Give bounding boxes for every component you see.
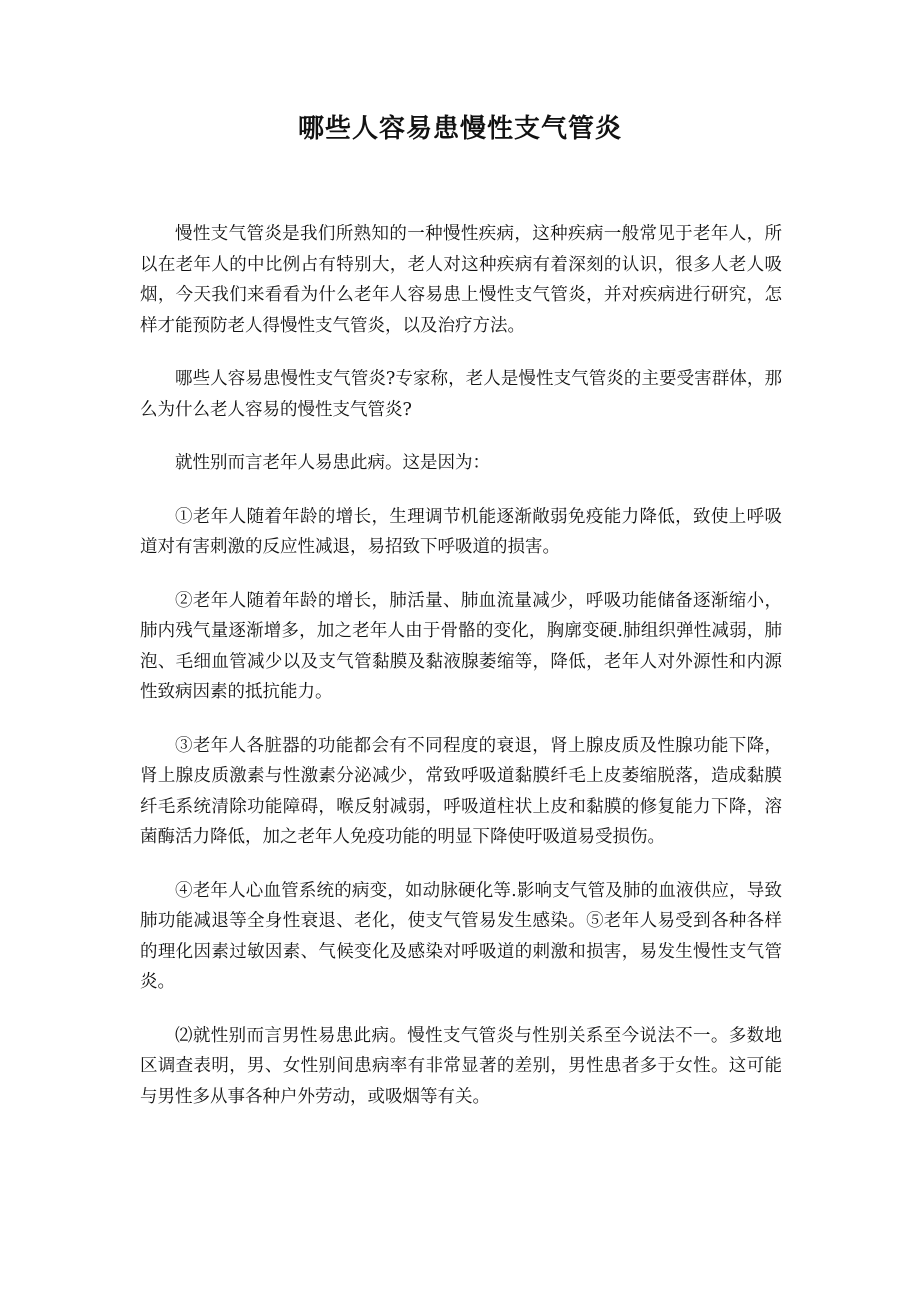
document-body [140,219,782,1135]
paragraph-point-1: ①老年人随着年龄的增长，生理调节机能逐渐敞弱免疫能力降低，致使上呼吸道对有害刺激的反应性减退，易招致下呼吸道的损害。 [140,506,782,557]
paragraph-point-4-5: ④老年人心血管系统的病变，如动脉硬化等.影响支气管及肺的血液供应，导致肺功能减退等全身性衰退、老化，使支气管易发生感染。⑤老年人易受到各种各样的理化因素过敏因素、气候变化及感染对呼吸道的刺激和损害，易发生慢性支气管炎。 [140,880,782,992]
document-title: 哪些人容易患慢性支气管炎 [297,114,622,144]
paragraph-male: ⑵就性别而言男性易患此病。慢性支气管炎与性别关系至今说法不一。多数地区调查表明，男、女性别间患病率有非常显著的差别，男性患者多于女性。这可能与男性多从事各种户外劳动，或吸烟等有关。 [140,1025,782,1107]
paragraph-point-3: ③老年人各脏器的功能都会有不同程度的衰退，肾上腺皮质及性腺功能下降，肾上腺皮质激素与性激素分泌减少，常致呼吸道黏膜纤毛上皮萎缩脱落，造成黏膜纤毛系统清除功能障碍，喉反射减弱，呼吸道柱状上皮和黏膜的修复能力下降，溶菌酶活力降低，加之老年人免疫功能的明显下降使吁吸道易受损伤。 [140,735,782,847]
paragraph-intro: 慢性支气管炎是我们所熟知的一种慢性疾病，这种疾病一般常见于老年人，所以在老年人的中比例占有特别大，老人对这种疾病有着深刻的认识，很多人老人吸烟，今天我们来看看为什么老年人容易患上慢性支气管炎，并对疾病进行研究，怎样才能预防老人得慢性支气管炎，以及治疗方法。 [140,224,782,336]
paragraph-elderly-heading: 就性别而言老年人易患此病。这是因为： [175,453,490,473]
paragraph-point-2: ②老年人随着年龄的增长，肺活量、肺血流量减少，呼吸功能储备逐渐缩小，肺内残气量逐渐增多，加之老年人由于骨骼的变化，胸廓变硬.肺组织弹性减弱，肺泡、毛细血管减少以及支气管黏膜及黏液腺萎缩等，降低，老年人对外源性和内源性致病因素的抵抗能力。 [140,590,782,702]
paragraph-question: 哪些人容易患慢性支气管炎?专家称，老人是慢性支气管炎的主要受害群体，那么为什么老人容易的慢性支气管炎? [140,369,782,420]
